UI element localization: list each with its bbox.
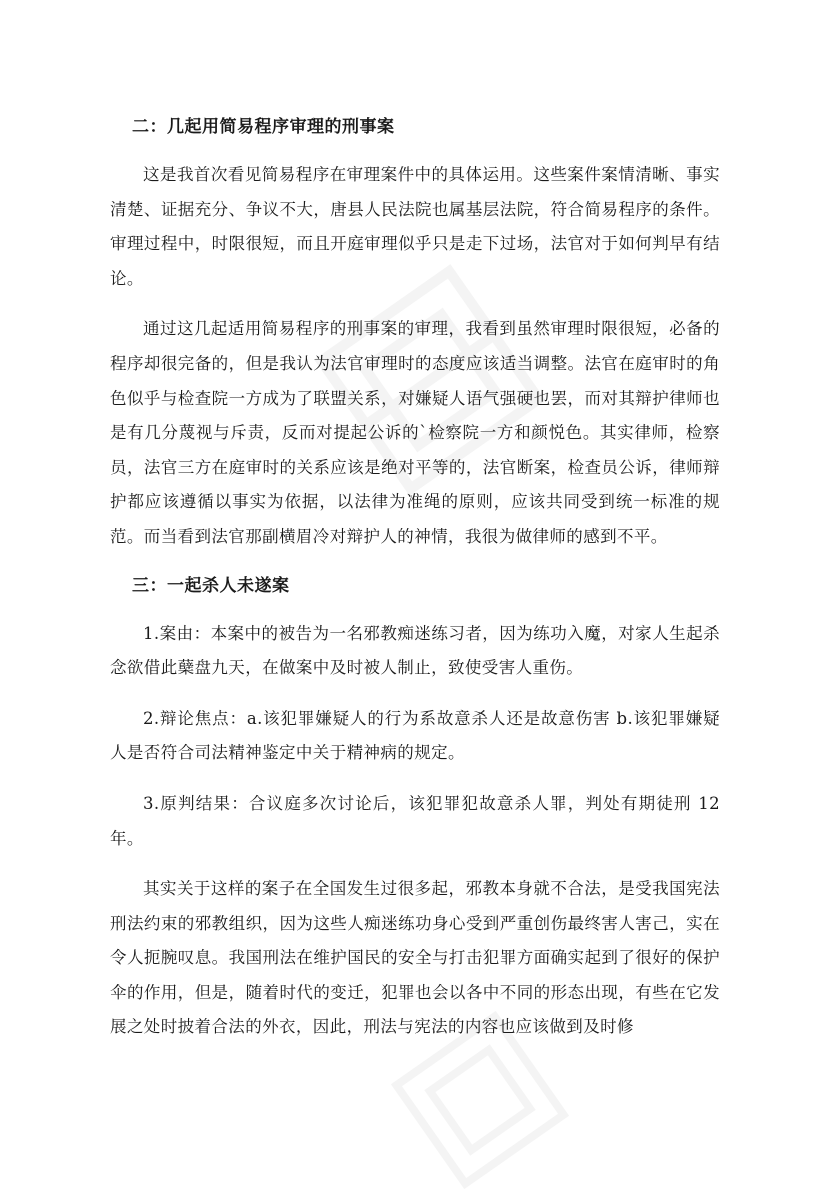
section-heading: 三：一起杀人未遂案 (132, 575, 290, 596)
section-heading: 二：几起用简易程序审理的刑事案 (132, 117, 395, 137)
paragraph: 3.原判结果：合议庭多次讨论后，该犯罪犯故意杀人罪，判处有期徒刑 12年。 (110, 793, 720, 848)
section-three (110, 571, 720, 1046)
section-two (110, 112, 720, 555)
paragraph: 2.辩论焦点：a.该犯罪嫌疑人的行为系故意杀人还是故意伤害 b.该犯罪嫌疑人是否符合司法精神鉴定中关于精神病的规定。 (110, 708, 720, 763)
paragraph: 1.案由：本案中的被告为一名邪教痴迷练习者，因为练功入魔，对家人生起杀念欲借此蘖盘九天，在做案中及时被人制止，致使受害人重伤。 (110, 623, 720, 678)
document-body (110, 112, 720, 1061)
paragraph: 通过这几起适用简易程序的刑事案的审理，我看到虽然审理时限很短，必备的程序却很完备的，但是我认为法官审理时的态度应该适当调整。法官在庭审时的角色似乎与检查院一方成为了联盟关系，对嫌疑人语气强硬也罢，而对其辩护律师也是有几分蔑视与斥责，反而对提起公诉的`检察院一方和颜悦色。其实律师，检察员，法官三方在庭审时的关系应该是绝对平等的，法官断案，检查员公诉，律师辩护都应该遵循以事实为依据，以法律为准绳的原则，应该共同受到统一标准的规范。而当看到法官那副横眉冷对辩护人的神情，我很为做律师的感到不平。 (110, 319, 720, 546)
paragraph: 这是我首次看见简易程序在审理案件中的具体运用。这些案件案情清晰、事实清楚、证据充分、争议不大，唐县人民法院也属基层法院，符合简易程序的条件。审理过程中，时限很短，而且开庭审理似乎只是走下过场，法官对于如何判早有结论。 (110, 165, 720, 288)
paragraph: 其实关于这样的案子在全国发生过很多起，邪教本身就不合法，是受我国宪法刑法约束的邪教组织，因为这些人痴迷练功身心受到严重创伤最终害人害己，实在令人扼腕叹息。我国刑法在维护国民的安全与打击犯罪方面确实起到了很好的保护伞的作用，但是，随着时代的变迁，犯罪也会以各中不同的形态出现，有些在它发展之处时披着合法的外衣，因此，刑法与宪法的内容也应该做到及时修 (110, 879, 720, 1037)
